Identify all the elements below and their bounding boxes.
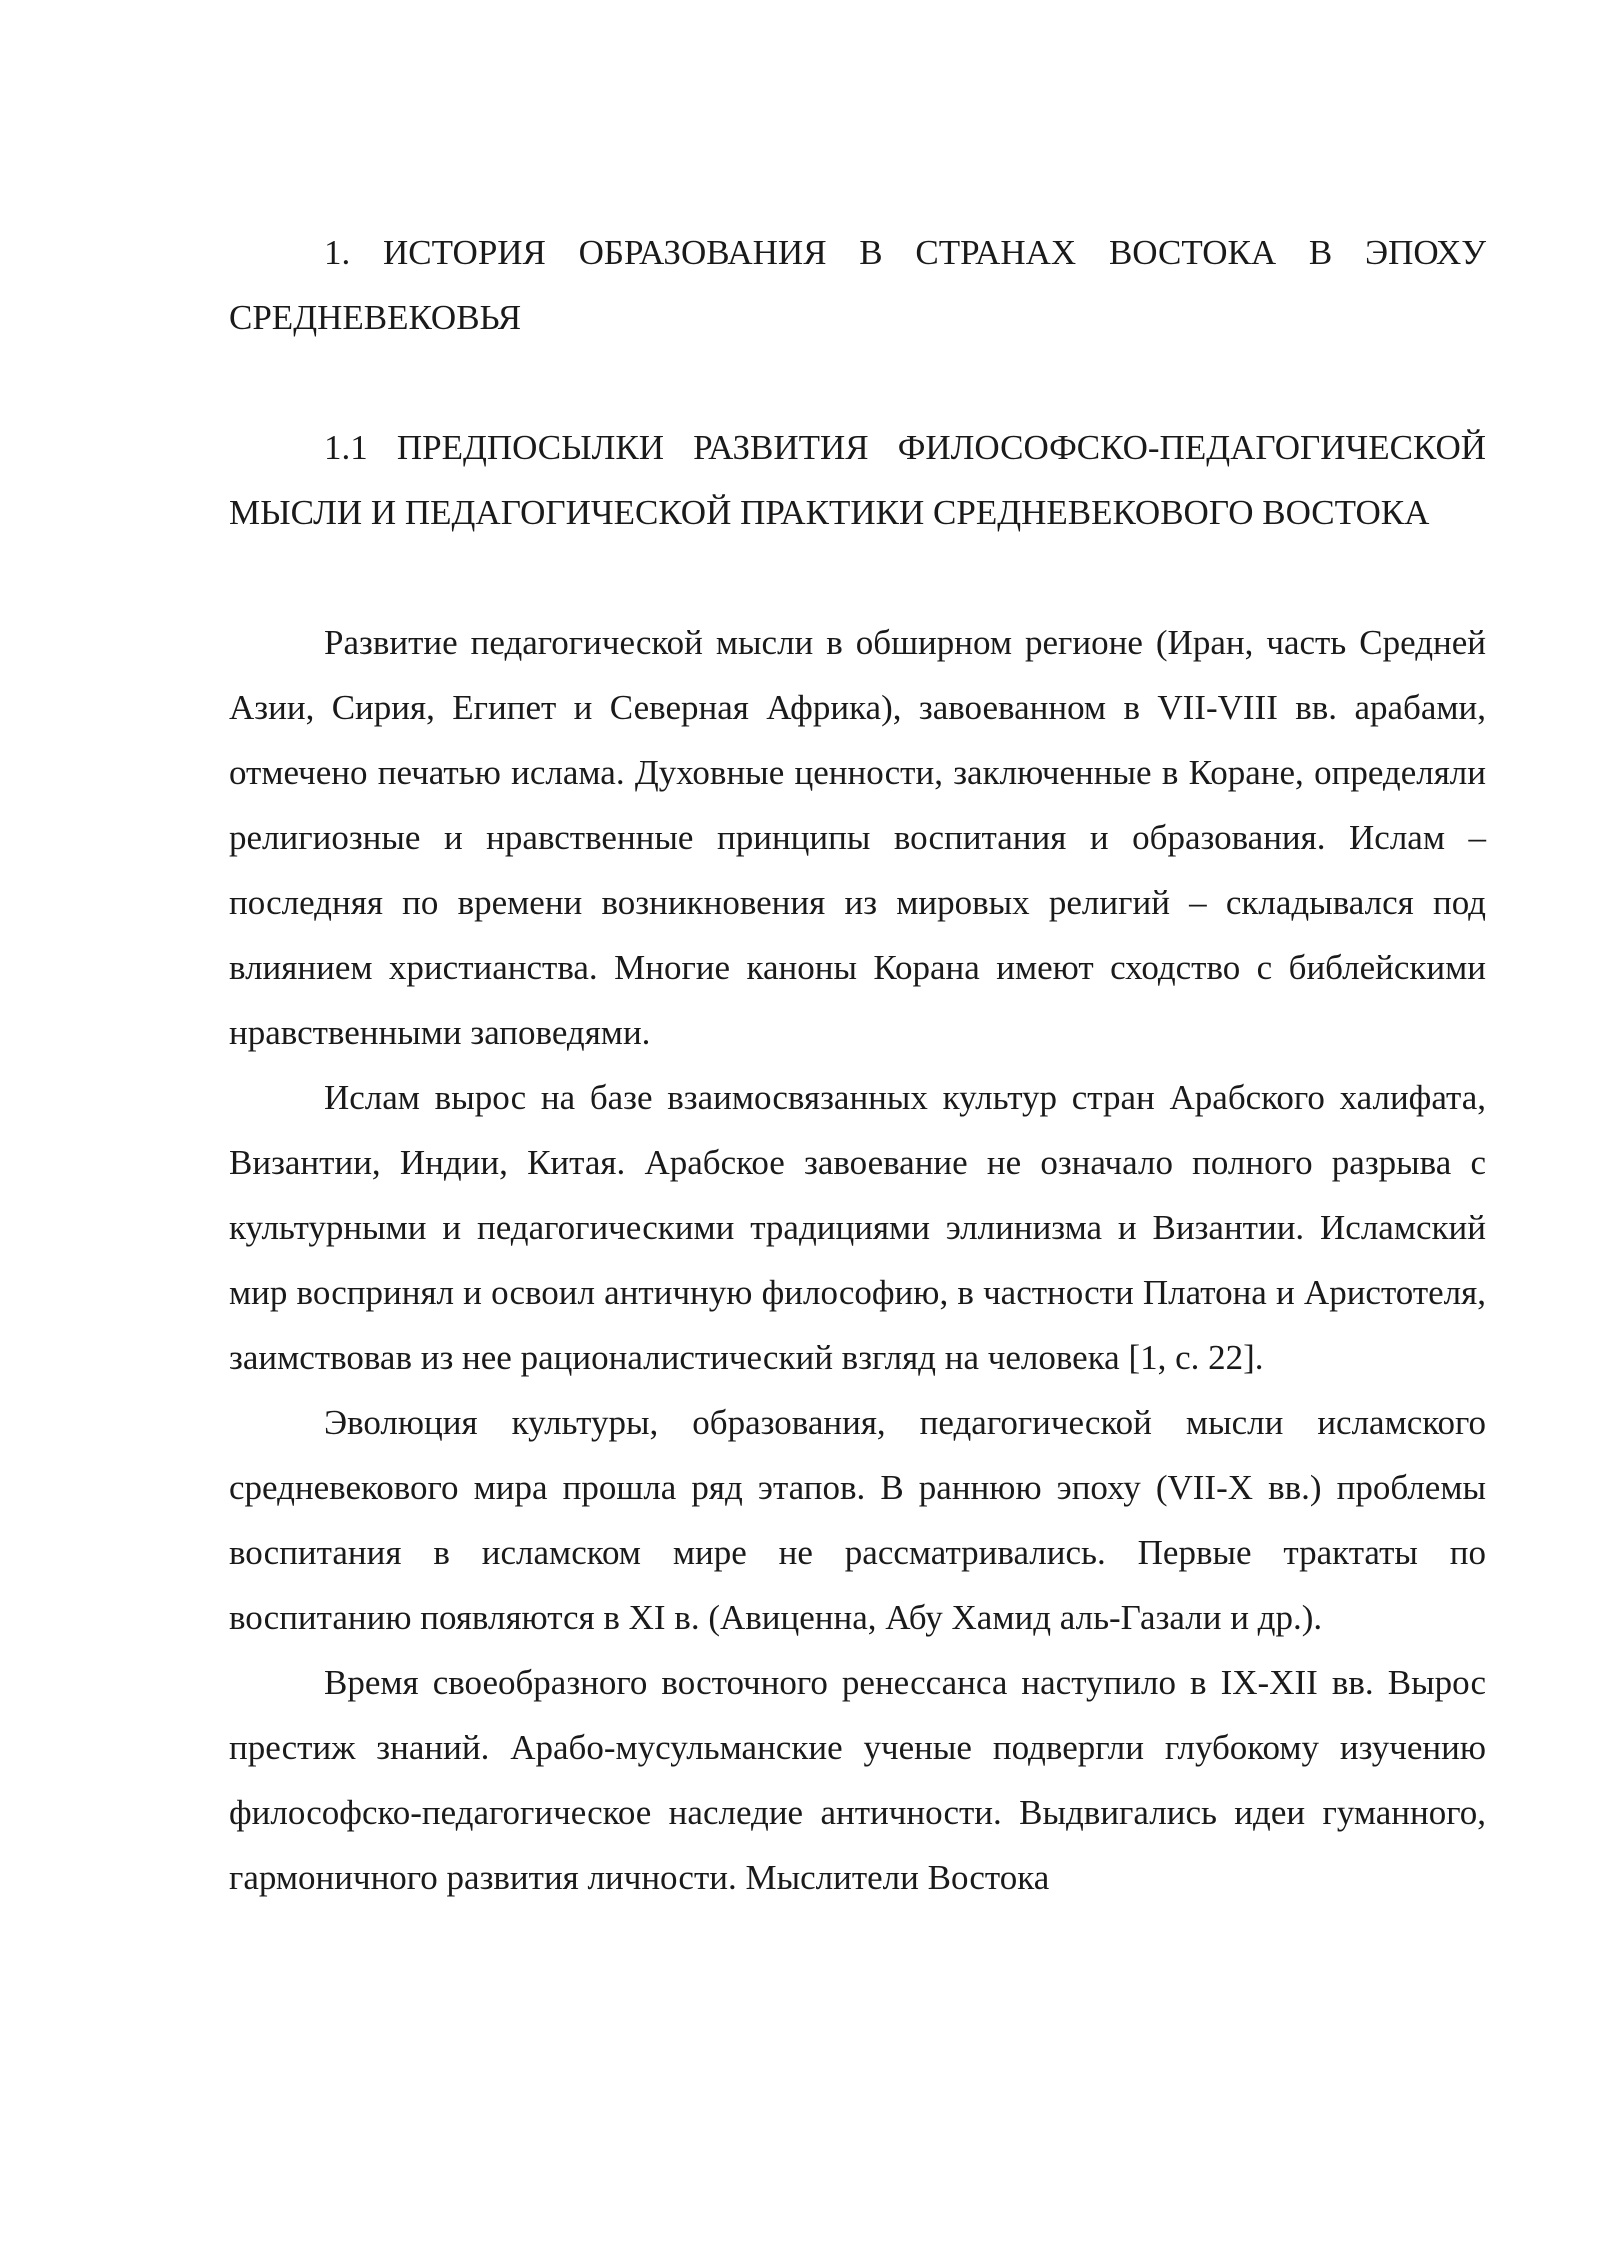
paragraph-2: Ислам вырос на базе взаимосвязанных культур стран Арабского халифата, Византии, Индии, Китая. Арабское завоевание не означало полного разрыва с культурными и педагогическими традициями эллинизма и Византии. Исламский мир воспринял и освоил античную философию, в частности Платона и Аристотеля, заимствовав из нее рационалистический взгляд на человека [1, с. 22]. [229,1078,1486,1377]
section-heading: 1.1 ПРЕДПОСЫЛКИ РАЗВИТИЯ ФИЛОСОФСКО-ПЕДАГОГИЧЕСКОЙ МЫСЛИ И ПЕДАГОГИЧЕСКОЙ ПРАКТИКИ СРЕДНЕВЕКОВОГО ВОСТОКА [229,428,1486,532]
paragraph-1: Развитие педагогической мысли в обширном регионе (Иран, часть Средней Азии, Сирия, Египет и Северная Африка), завоеванном в VII-VIII вв. арабами, отмечено печатью ислама. Духовные ценности, заключенные в Коране, определяли религиозные и нравственные принципы воспитания и образования. Ислам – последняя по времени возникновения из мировых религий – складывался под влиянием христианства. Многие каноны Корана имеют сходство с библейскими нравственными заповедями. [229,623,1486,1052]
chapter-heading: 1. ИСТОРИЯ ОБРАЗОВАНИЯ В СТРАНАХ ВОСТОКА В ЭПОХУ СРЕДНЕВЕКОВЬЯ [229,233,1486,337]
paragraph-4: Время своеобразного восточного ренессанса наступило в IX-XII вв. Вырос престиж знаний. Арабо-мусульманские ученые подвергли глубокому изучению философско-педагогическое наследие античности. Выдвигались идеи гуманного, гармоничного развития личности. Мыслители Востока [229,1663,1486,1897]
page-content [229,220,1486,1910]
paragraph-3: Эволюция культуры, образования, педагогической мысли исламского средневекового мира прошла ряд этапов. В раннюю эпоху (VII-X вв.) проблемы воспитания в исламском мире не рассматривались. Первые трактаты по воспитанию появляются в XI в. (Авиценна, Абу Хамид аль-Газали и др.). [229,1403,1486,1637]
